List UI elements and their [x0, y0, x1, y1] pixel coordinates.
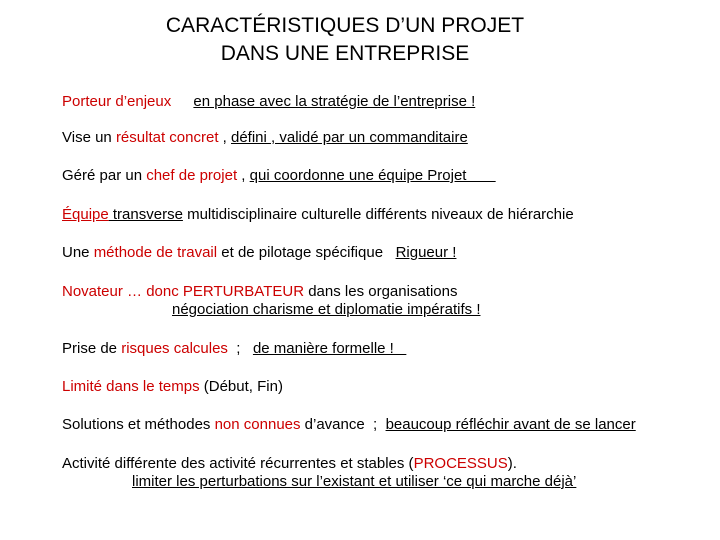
title-line-2: DANS UNE ENTREPRISE	[220, 42, 470, 65]
item-vise	[62, 129, 468, 146]
solutions-b: non connues	[214, 416, 301, 433]
item-limite	[62, 378, 283, 395]
novateur-d: négociation charisme et diplomatie impératifs !	[172, 301, 481, 318]
risques-a: Prise de	[62, 340, 122, 357]
solutions-d: beaucoup réfléchir avant de se lancer	[385, 416, 636, 433]
methode-c: et de pilotage spécifique	[217, 244, 396, 261]
equipe-a: Équipe	[62, 206, 109, 223]
gere-d: qui coordonne une équipe Projet	[249, 167, 496, 184]
methode-a: Une	[62, 244, 94, 261]
limite-a: Limité dans le temps	[62, 378, 200, 395]
novateur-b: PERTURBATEUR	[182, 283, 305, 300]
methode-d: Rigueur !	[395, 244, 457, 261]
equipe-c: multidisciplinaire culturelle différents niveaux de hiérarchie	[182, 206, 574, 223]
novateur-a: Novateur … donc	[62, 283, 183, 300]
vise-d: défini , validé par un commanditaire	[231, 129, 468, 146]
solutions-c: d’avance ;	[300, 416, 386, 433]
novateur-c: dans les organisations	[304, 283, 458, 300]
limite-b: (Début, Fin)	[199, 378, 283, 395]
item-equipe	[62, 206, 574, 223]
risques-d: de manière formelle !	[252, 340, 407, 357]
page-title	[0, 12, 690, 68]
gere-c: ,	[237, 167, 250, 184]
item-novateur	[62, 283, 457, 300]
activite-b: PROCESSUS	[413, 455, 508, 472]
activite-d: limiter les perturbations sur l’existant et utiliser ‘ce qui marche déjà’	[132, 473, 577, 490]
activite-a: Activité différente des activité récurrentes et stables (	[62, 455, 414, 472]
vise-b: résultat concret	[115, 129, 219, 146]
item-activite	[62, 455, 517, 472]
methode-b: méthode de travail	[93, 244, 218, 261]
title-line-1: CARACTÉRISTIQUES D’UN PROJET	[165, 14, 525, 37]
item-risques	[62, 340, 406, 357]
risques-b: risques calcules	[121, 340, 228, 357]
item-porteur	[62, 93, 475, 110]
equipe-b: transverse	[108, 206, 183, 223]
activite-c: ).	[507, 455, 517, 472]
vise-c: ,	[218, 129, 231, 146]
solutions-a: Solutions et méthodes	[62, 416, 215, 433]
item-methode	[62, 244, 456, 261]
porteur-text: en phase avec la stratégie de l’entreprise !	[193, 93, 476, 110]
item-solutions	[62, 416, 636, 433]
item-gere	[62, 167, 496, 184]
risques-c: ;	[227, 340, 253, 357]
gere-b: chef de projet	[146, 167, 238, 184]
vise-a: Vise un	[62, 129, 116, 146]
porteur-label: Porteur d’enjeux	[62, 93, 172, 110]
gere-a: Géré par un	[62, 167, 147, 184]
